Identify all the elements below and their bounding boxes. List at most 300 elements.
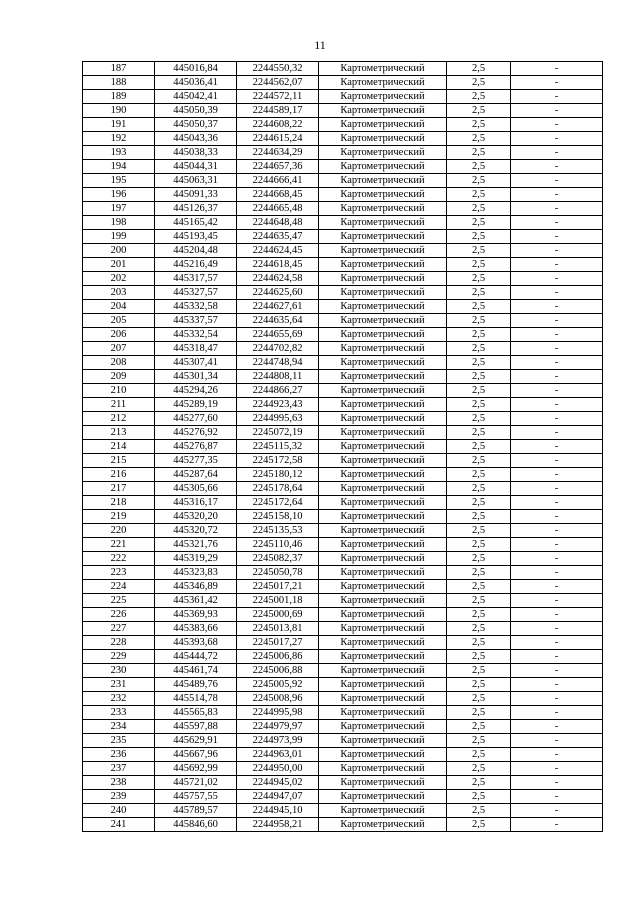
method-cell: Картометрический: [319, 608, 447, 622]
table-row: [83, 146, 603, 160]
x-coordinate-cell: 445320,72: [155, 524, 237, 538]
table-row: [83, 272, 603, 286]
y-coordinate-cell: 2245005,92: [237, 678, 319, 692]
y-coordinate-cell: 2244973,99: [237, 734, 319, 748]
x-coordinate-cell: 445369,93: [155, 608, 237, 622]
table-row: [83, 300, 603, 314]
table-row: [83, 426, 603, 440]
point-number-cell: 236: [83, 748, 155, 762]
y-coordinate-cell: 2244666,41: [237, 174, 319, 188]
x-coordinate-cell: 445757,55: [155, 790, 237, 804]
accuracy-cell: 2,5: [447, 538, 511, 552]
x-coordinate-cell: 445565,83: [155, 706, 237, 720]
description-cell: -: [511, 510, 603, 524]
x-coordinate-cell: 445383,66: [155, 622, 237, 636]
description-cell: -: [511, 482, 603, 496]
description-cell: -: [511, 300, 603, 314]
method-cell: Картометрический: [319, 328, 447, 342]
x-coordinate-cell: 445305,66: [155, 482, 237, 496]
table-row: [83, 818, 603, 832]
x-coordinate-cell: 445846,60: [155, 818, 237, 832]
method-cell: Картометрический: [319, 510, 447, 524]
x-coordinate-cell: 445361,42: [155, 594, 237, 608]
y-coordinate-cell: 2244572,11: [237, 90, 319, 104]
description-cell: -: [511, 216, 603, 230]
x-coordinate-cell: 445042,41: [155, 90, 237, 104]
accuracy-cell: 2,5: [447, 608, 511, 622]
point-number-cell: 213: [83, 426, 155, 440]
table-row: [83, 622, 603, 636]
x-coordinate-cell: 445044,31: [155, 160, 237, 174]
description-cell: -: [511, 818, 603, 832]
y-coordinate-cell: 2245082,37: [237, 552, 319, 566]
table-row: [83, 776, 603, 790]
x-coordinate-cell: 445597,88: [155, 720, 237, 734]
method-cell: Картометрический: [319, 188, 447, 202]
y-coordinate-cell: 2244624,58: [237, 272, 319, 286]
description-cell: -: [511, 650, 603, 664]
table-row: [83, 314, 603, 328]
y-coordinate-cell: 2244947,07: [237, 790, 319, 804]
method-cell: Картометрический: [319, 272, 447, 286]
x-coordinate-cell: 445063,31: [155, 174, 237, 188]
description-cell: -: [511, 258, 603, 272]
point-number-cell: 215: [83, 454, 155, 468]
y-coordinate-cell: 2244702,82: [237, 342, 319, 356]
method-cell: Картометрический: [319, 496, 447, 510]
y-coordinate-cell: 2244979,97: [237, 720, 319, 734]
accuracy-cell: 2,5: [447, 328, 511, 342]
method-cell: Картометрический: [319, 412, 447, 426]
method-cell: Картометрический: [319, 524, 447, 538]
method-cell: Картометрический: [319, 720, 447, 734]
table-row: [83, 132, 603, 146]
point-number-cell: 230: [83, 664, 155, 678]
method-cell: Картометрический: [319, 230, 447, 244]
accuracy-cell: 2,5: [447, 650, 511, 664]
description-cell: -: [511, 132, 603, 146]
table-row: [83, 594, 603, 608]
y-coordinate-cell: 2245000,69: [237, 608, 319, 622]
y-coordinate-cell: 2244748,94: [237, 356, 319, 370]
table-row: [83, 608, 603, 622]
y-coordinate-cell: 2245017,21: [237, 580, 319, 594]
point-number-cell: 194: [83, 160, 155, 174]
method-cell: Картометрический: [319, 818, 447, 832]
description-cell: -: [511, 776, 603, 790]
method-cell: Картометрический: [319, 650, 447, 664]
accuracy-cell: 2,5: [447, 566, 511, 580]
method-cell: Картометрический: [319, 790, 447, 804]
accuracy-cell: 2,5: [447, 636, 511, 650]
y-coordinate-cell: 2245178,64: [237, 482, 319, 496]
method-cell: Картометрический: [319, 804, 447, 818]
method-cell: Картометрический: [319, 776, 447, 790]
description-cell: -: [511, 426, 603, 440]
table-row: [83, 720, 603, 734]
description-cell: -: [511, 272, 603, 286]
x-coordinate-cell: 445301,34: [155, 370, 237, 384]
x-coordinate-cell: 445277,60: [155, 412, 237, 426]
x-coordinate-cell: 445337,57: [155, 314, 237, 328]
accuracy-cell: 2,5: [447, 776, 511, 790]
table-row: [83, 174, 603, 188]
point-number-cell: 241: [83, 818, 155, 832]
accuracy-cell: 2,5: [447, 790, 511, 804]
y-coordinate-cell: 2245172,64: [237, 496, 319, 510]
x-coordinate-cell: 445050,37: [155, 118, 237, 132]
accuracy-cell: 2,5: [447, 160, 511, 174]
y-coordinate-cell: 2245110,46: [237, 538, 319, 552]
method-cell: Картометрический: [319, 692, 447, 706]
accuracy-cell: 2,5: [447, 356, 511, 370]
point-number-cell: 216: [83, 468, 155, 482]
y-coordinate-cell: 2244945,02: [237, 776, 319, 790]
accuracy-cell: 2,5: [447, 118, 511, 132]
accuracy-cell: 2,5: [447, 762, 511, 776]
x-coordinate-cell: 445307,41: [155, 356, 237, 370]
method-cell: Картометрический: [319, 468, 447, 482]
x-coordinate-cell: 445692,99: [155, 762, 237, 776]
x-coordinate-cell: 445016,84: [155, 62, 237, 76]
y-coordinate-cell: 2245017,27: [237, 636, 319, 650]
y-coordinate-cell: 2244608,22: [237, 118, 319, 132]
point-number-cell: 219: [83, 510, 155, 524]
method-cell: Картометрический: [319, 160, 447, 174]
description-cell: -: [511, 720, 603, 734]
accuracy-cell: 2,5: [447, 678, 511, 692]
description-cell: -: [511, 356, 603, 370]
point-number-cell: 198: [83, 216, 155, 230]
table-row: [83, 650, 603, 664]
accuracy-cell: 2,5: [447, 748, 511, 762]
y-coordinate-cell: 2244945,10: [237, 804, 319, 818]
accuracy-cell: 2,5: [447, 594, 511, 608]
description-cell: -: [511, 706, 603, 720]
method-cell: Картометрический: [319, 454, 447, 468]
x-coordinate-cell: 445489,76: [155, 678, 237, 692]
point-number-cell: 206: [83, 328, 155, 342]
y-coordinate-cell: 2245180,12: [237, 468, 319, 482]
method-cell: Картометрический: [319, 538, 447, 552]
accuracy-cell: 2,5: [447, 426, 511, 440]
x-coordinate-cell: 445204,48: [155, 244, 237, 258]
table-row: [83, 104, 603, 118]
y-coordinate-cell: 2245013,81: [237, 622, 319, 636]
x-coordinate-cell: 445444,72: [155, 650, 237, 664]
table-row: [83, 496, 603, 510]
table-row: [83, 356, 603, 370]
x-coordinate-cell: 445332,54: [155, 328, 237, 342]
method-cell: Картометрический: [319, 706, 447, 720]
point-number-cell: 202: [83, 272, 155, 286]
y-coordinate-cell: 2244923,43: [237, 398, 319, 412]
point-number-cell: 196: [83, 188, 155, 202]
method-cell: Картометрический: [319, 202, 447, 216]
table-row: [83, 370, 603, 384]
description-cell: -: [511, 608, 603, 622]
y-coordinate-cell: 2244950,00: [237, 762, 319, 776]
accuracy-cell: 2,5: [447, 706, 511, 720]
y-coordinate-cell: 2245006,86: [237, 650, 319, 664]
point-number-cell: 235: [83, 734, 155, 748]
method-cell: Картометрический: [319, 104, 447, 118]
point-number-cell: 207: [83, 342, 155, 356]
table-row: [83, 188, 603, 202]
accuracy-cell: 2,5: [447, 62, 511, 76]
accuracy-cell: 2,5: [447, 286, 511, 300]
description-cell: -: [511, 230, 603, 244]
method-cell: Картометрический: [319, 580, 447, 594]
table-row: [83, 440, 603, 454]
y-coordinate-cell: 2244995,63: [237, 412, 319, 426]
table-row: [83, 580, 603, 594]
x-coordinate-cell: 445514,78: [155, 692, 237, 706]
description-cell: -: [511, 440, 603, 454]
page-number: 11: [314, 38, 326, 52]
point-number-cell: 223: [83, 566, 155, 580]
point-number-cell: 220: [83, 524, 155, 538]
method-cell: Картометрический: [319, 244, 447, 258]
accuracy-cell: 2,5: [447, 398, 511, 412]
point-number-cell: 218: [83, 496, 155, 510]
description-cell: -: [511, 90, 603, 104]
accuracy-cell: 2,5: [447, 216, 511, 230]
accuracy-cell: 2,5: [447, 244, 511, 258]
y-coordinate-cell: 2244618,45: [237, 258, 319, 272]
accuracy-cell: 2,5: [447, 692, 511, 706]
table-row: [83, 664, 603, 678]
point-number-cell: 188: [83, 76, 155, 90]
accuracy-cell: 2,5: [447, 314, 511, 328]
x-coordinate-cell: 445216,49: [155, 258, 237, 272]
point-number-cell: 239: [83, 790, 155, 804]
x-coordinate-cell: 445321,76: [155, 538, 237, 552]
accuracy-cell: 2,5: [447, 720, 511, 734]
x-coordinate-cell: 445789,57: [155, 804, 237, 818]
x-coordinate-cell: 445050,39: [155, 104, 237, 118]
accuracy-cell: 2,5: [447, 258, 511, 272]
y-coordinate-cell: 2245050,78: [237, 566, 319, 580]
description-cell: -: [511, 580, 603, 594]
accuracy-cell: 2,5: [447, 174, 511, 188]
table-row: [83, 790, 603, 804]
accuracy-cell: 2,5: [447, 734, 511, 748]
description-cell: -: [511, 636, 603, 650]
point-number-cell: 229: [83, 650, 155, 664]
table-row: [83, 244, 603, 258]
description-cell: -: [511, 370, 603, 384]
accuracy-cell: 2,5: [447, 90, 511, 104]
x-coordinate-cell: 445323,83: [155, 566, 237, 580]
point-number-cell: 191: [83, 118, 155, 132]
accuracy-cell: 2,5: [447, 524, 511, 538]
description-cell: -: [511, 762, 603, 776]
description-cell: -: [511, 804, 603, 818]
y-coordinate-cell: 2244668,45: [237, 188, 319, 202]
x-coordinate-cell: 445393,68: [155, 636, 237, 650]
point-number-cell: 203: [83, 286, 155, 300]
point-number-cell: 193: [83, 146, 155, 160]
y-coordinate-cell: 2245135,53: [237, 524, 319, 538]
table-row: [83, 90, 603, 104]
table-row: [83, 384, 603, 398]
table-row: [83, 454, 603, 468]
description-cell: -: [511, 538, 603, 552]
y-coordinate-cell: 2244589,17: [237, 104, 319, 118]
method-cell: Картометрический: [319, 216, 447, 230]
point-number-cell: 225: [83, 594, 155, 608]
accuracy-cell: 2,5: [447, 104, 511, 118]
y-coordinate-cell: 2244635,64: [237, 314, 319, 328]
x-coordinate-cell: 445193,45: [155, 230, 237, 244]
x-coordinate-cell: 445043,36: [155, 132, 237, 146]
point-number-cell: 208: [83, 356, 155, 370]
y-coordinate-cell: 2244624,45: [237, 244, 319, 258]
point-number-cell: 190: [83, 104, 155, 118]
table-row: [83, 62, 603, 76]
accuracy-cell: 2,5: [447, 342, 511, 356]
table-row: [83, 286, 603, 300]
method-cell: Картометрический: [319, 762, 447, 776]
y-coordinate-cell: 2244627,61: [237, 300, 319, 314]
x-coordinate-cell: 445165,42: [155, 216, 237, 230]
accuracy-cell: 2,5: [447, 804, 511, 818]
x-coordinate-cell: 445461,74: [155, 664, 237, 678]
accuracy-cell: 2,5: [447, 664, 511, 678]
method-cell: Картометрический: [319, 566, 447, 580]
table-row: [83, 552, 603, 566]
y-coordinate-cell: 2244562,07: [237, 76, 319, 90]
accuracy-cell: 2,5: [447, 468, 511, 482]
description-cell: -: [511, 622, 603, 636]
description-cell: -: [511, 342, 603, 356]
accuracy-cell: 2,5: [447, 510, 511, 524]
accuracy-cell: 2,5: [447, 384, 511, 398]
point-number-cell: 189: [83, 90, 155, 104]
method-cell: Картометрический: [319, 482, 447, 496]
table-row: [83, 734, 603, 748]
point-number-cell: 222: [83, 552, 155, 566]
description-cell: -: [511, 412, 603, 426]
method-cell: Картометрический: [319, 636, 447, 650]
point-number-cell: 234: [83, 720, 155, 734]
description-cell: -: [511, 664, 603, 678]
x-coordinate-cell: 445091,33: [155, 188, 237, 202]
y-coordinate-cell: 2244615,24: [237, 132, 319, 146]
y-coordinate-cell: 2244958,21: [237, 818, 319, 832]
x-coordinate-cell: 445318,47: [155, 342, 237, 356]
description-cell: -: [511, 496, 603, 510]
x-coordinate-cell: 445126,37: [155, 202, 237, 216]
x-coordinate-cell: 445667,96: [155, 748, 237, 762]
description-cell: -: [511, 524, 603, 538]
description-cell: -: [511, 104, 603, 118]
point-number-cell: 221: [83, 538, 155, 552]
x-coordinate-cell: 445038,33: [155, 146, 237, 160]
method-cell: Картометрический: [319, 356, 447, 370]
description-cell: -: [511, 146, 603, 160]
coordinates-table: [82, 61, 603, 832]
method-cell: Картометрический: [319, 90, 447, 104]
method-cell: Картометрический: [319, 62, 447, 76]
y-coordinate-cell: 2245001,18: [237, 594, 319, 608]
description-cell: -: [511, 566, 603, 580]
x-coordinate-cell: 445317,57: [155, 272, 237, 286]
table-row: [83, 468, 603, 482]
description-cell: -: [511, 692, 603, 706]
point-number-cell: 200: [83, 244, 155, 258]
point-number-cell: 210: [83, 384, 155, 398]
table-row: [83, 804, 603, 818]
y-coordinate-cell: 2244648,48: [237, 216, 319, 230]
accuracy-cell: 2,5: [447, 454, 511, 468]
method-cell: Картометрический: [319, 622, 447, 636]
y-coordinate-cell: 2244657,36: [237, 160, 319, 174]
description-cell: -: [511, 62, 603, 76]
method-cell: Картометрический: [319, 734, 447, 748]
table-row: [83, 762, 603, 776]
accuracy-cell: 2,5: [447, 132, 511, 146]
x-coordinate-cell: 445721,02: [155, 776, 237, 790]
point-number-cell: 205: [83, 314, 155, 328]
table-row: [83, 202, 603, 216]
description-cell: -: [511, 314, 603, 328]
accuracy-cell: 2,5: [447, 412, 511, 426]
method-cell: Картометрический: [319, 118, 447, 132]
table-row: [83, 160, 603, 174]
accuracy-cell: 2,5: [447, 552, 511, 566]
y-coordinate-cell: 2245006,88: [237, 664, 319, 678]
table-row: [83, 258, 603, 272]
point-number-cell: 238: [83, 776, 155, 790]
description-cell: -: [511, 398, 603, 412]
point-number-cell: 214: [83, 440, 155, 454]
method-cell: Картометрический: [319, 594, 447, 608]
description-cell: -: [511, 160, 603, 174]
method-cell: Картометрический: [319, 552, 447, 566]
y-coordinate-cell: 2244963,01: [237, 748, 319, 762]
table-row: [83, 482, 603, 496]
point-number-cell: 232: [83, 692, 155, 706]
accuracy-cell: 2,5: [447, 496, 511, 510]
table-row: [83, 76, 603, 90]
table-row: [83, 524, 603, 538]
x-coordinate-cell: 445316,17: [155, 496, 237, 510]
point-number-cell: 192: [83, 132, 155, 146]
x-coordinate-cell: 445277,35: [155, 454, 237, 468]
description-cell: -: [511, 454, 603, 468]
point-number-cell: 226: [83, 608, 155, 622]
table-row: [83, 538, 603, 552]
point-number-cell: 233: [83, 706, 155, 720]
x-coordinate-cell: 445276,92: [155, 426, 237, 440]
method-cell: Картометрический: [319, 398, 447, 412]
description-cell: -: [511, 76, 603, 90]
point-number-cell: 212: [83, 412, 155, 426]
method-cell: Картометрический: [319, 174, 447, 188]
accuracy-cell: 2,5: [447, 76, 511, 90]
accuracy-cell: 2,5: [447, 188, 511, 202]
point-number-cell: 231: [83, 678, 155, 692]
accuracy-cell: 2,5: [447, 440, 511, 454]
point-number-cell: 187: [83, 62, 155, 76]
y-coordinate-cell: 2244808,11: [237, 370, 319, 384]
y-coordinate-cell: 2244655,69: [237, 328, 319, 342]
point-number-cell: 217: [83, 482, 155, 496]
point-number-cell: 195: [83, 174, 155, 188]
accuracy-cell: 2,5: [447, 370, 511, 384]
